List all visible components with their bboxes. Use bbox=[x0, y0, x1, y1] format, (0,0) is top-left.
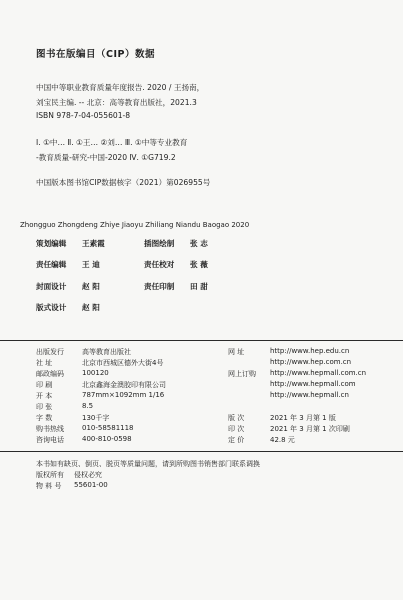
pub-value: 北京鑫海金澳胶印有限公司 bbox=[82, 381, 166, 389]
staff-name: 张 薇 bbox=[190, 260, 208, 269]
staff-name: 王 迪 bbox=[82, 260, 100, 269]
pub-value: 400-810-0598 bbox=[82, 435, 132, 443]
pub-value: http://www.hep.edu.cn bbox=[270, 347, 350, 355]
pub-value: 010-58581118 bbox=[82, 424, 134, 432]
rights-value: 侵权必究 bbox=[74, 471, 102, 479]
pub-value: 130千字 bbox=[82, 414, 110, 422]
staff-role: 责任编辑 bbox=[36, 260, 67, 269]
cip-heading: 图书在版编目（CIP）数据 bbox=[36, 49, 155, 60]
cip-subject-1: Ⅰ. ①中… Ⅱ. ①王… ②刘… Ⅲ. ①中等专业教育 bbox=[36, 138, 188, 147]
pub-label: 印 刷 bbox=[36, 381, 53, 389]
staff-role: 插图绘制 bbox=[144, 239, 175, 248]
staff-role: 封面设计 bbox=[36, 282, 67, 291]
staff-role: 责任印制 bbox=[144, 282, 175, 291]
pub-value: 8.5 bbox=[82, 402, 94, 410]
staff-role: 版式设计 bbox=[36, 303, 67, 312]
publication-top-rule bbox=[0, 340, 403, 341]
cip-subject-2: -教育质量-研究-中国-2020 Ⅳ. ①G719.2 bbox=[36, 153, 176, 162]
pub-label: 字 数 bbox=[36, 414, 53, 422]
pub-value: 高等教育出版社 bbox=[82, 348, 131, 356]
item-number-value: 55601-00 bbox=[74, 481, 108, 489]
cip-line-2: 刘宝民主编. -- 北京：高等教育出版社，2021.3 bbox=[36, 98, 197, 107]
cip-line-1: 中国中等职业教育质量年度报告. 2020 / 王扬南， bbox=[36, 83, 205, 92]
pub-value: 787mm×1092mm 1/16 bbox=[82, 391, 165, 399]
quality-notice: 本书如有缺页、倒页、脱页等质量问题，请到所购图书销售部门联系调换 bbox=[36, 460, 260, 468]
staff-role: 策划编辑 bbox=[36, 239, 67, 248]
pub-value: 2021 年 3 月第 1 版 bbox=[270, 414, 336, 422]
pub-label: 咨询电话 bbox=[36, 436, 64, 444]
pub-value: http://www.hepmall.cn bbox=[270, 391, 349, 399]
pub-label: 印 张 bbox=[36, 403, 53, 411]
staff-name: 张 志 bbox=[190, 239, 208, 248]
cip-verify-number: 中国版本图书馆CIP数据核字（2021）第026955号 bbox=[36, 178, 211, 187]
staff-name: 赵 阳 bbox=[82, 303, 100, 312]
pub-value: 100120 bbox=[82, 369, 109, 377]
pub-label: 印 次 bbox=[228, 425, 245, 433]
pub-label: 定 价 bbox=[228, 436, 245, 444]
pub-label: 邮政编码 bbox=[36, 370, 64, 378]
pub-value: http://www.hepmall.com bbox=[270, 380, 356, 388]
pub-label: 版 次 bbox=[228, 414, 245, 422]
pub-label: 开 本 bbox=[36, 392, 53, 400]
item-number-label: 物 料 号 bbox=[36, 482, 62, 490]
pub-value: 42.8 元 bbox=[270, 436, 295, 444]
rights-label: 版权所有 bbox=[36, 471, 64, 479]
pub-label: 网 址 bbox=[228, 348, 245, 356]
pub-value: http://www.hep.com.cn bbox=[270, 358, 352, 366]
pub-value: http://www.hepmall.com.cn bbox=[270, 369, 367, 377]
pub-label: 出版发行 bbox=[36, 348, 64, 356]
pinyin-title: Zhongguo Zhongdeng Zhiye Jiaoyu Zhiliang Niandu Baogao 2020 bbox=[20, 221, 250, 229]
pub-value: 2021 年 3 月第 1 次印刷 bbox=[270, 425, 350, 433]
pub-value: 北京市西城区德外大街4号 bbox=[82, 359, 164, 367]
pub-label: 网上订购 bbox=[228, 370, 256, 378]
staff-name: 赵 阳 bbox=[82, 282, 100, 291]
pub-label: 社 址 bbox=[36, 359, 53, 367]
publication-bottom-rule bbox=[0, 451, 403, 452]
cip-isbn: ISBN 978-7-04-055601-8 bbox=[36, 111, 131, 120]
staff-name: 王素霞 bbox=[82, 239, 105, 248]
staff-name: 田 甜 bbox=[190, 282, 208, 291]
pub-label: 购书热线 bbox=[36, 425, 64, 433]
staff-role: 责任校对 bbox=[144, 260, 175, 269]
